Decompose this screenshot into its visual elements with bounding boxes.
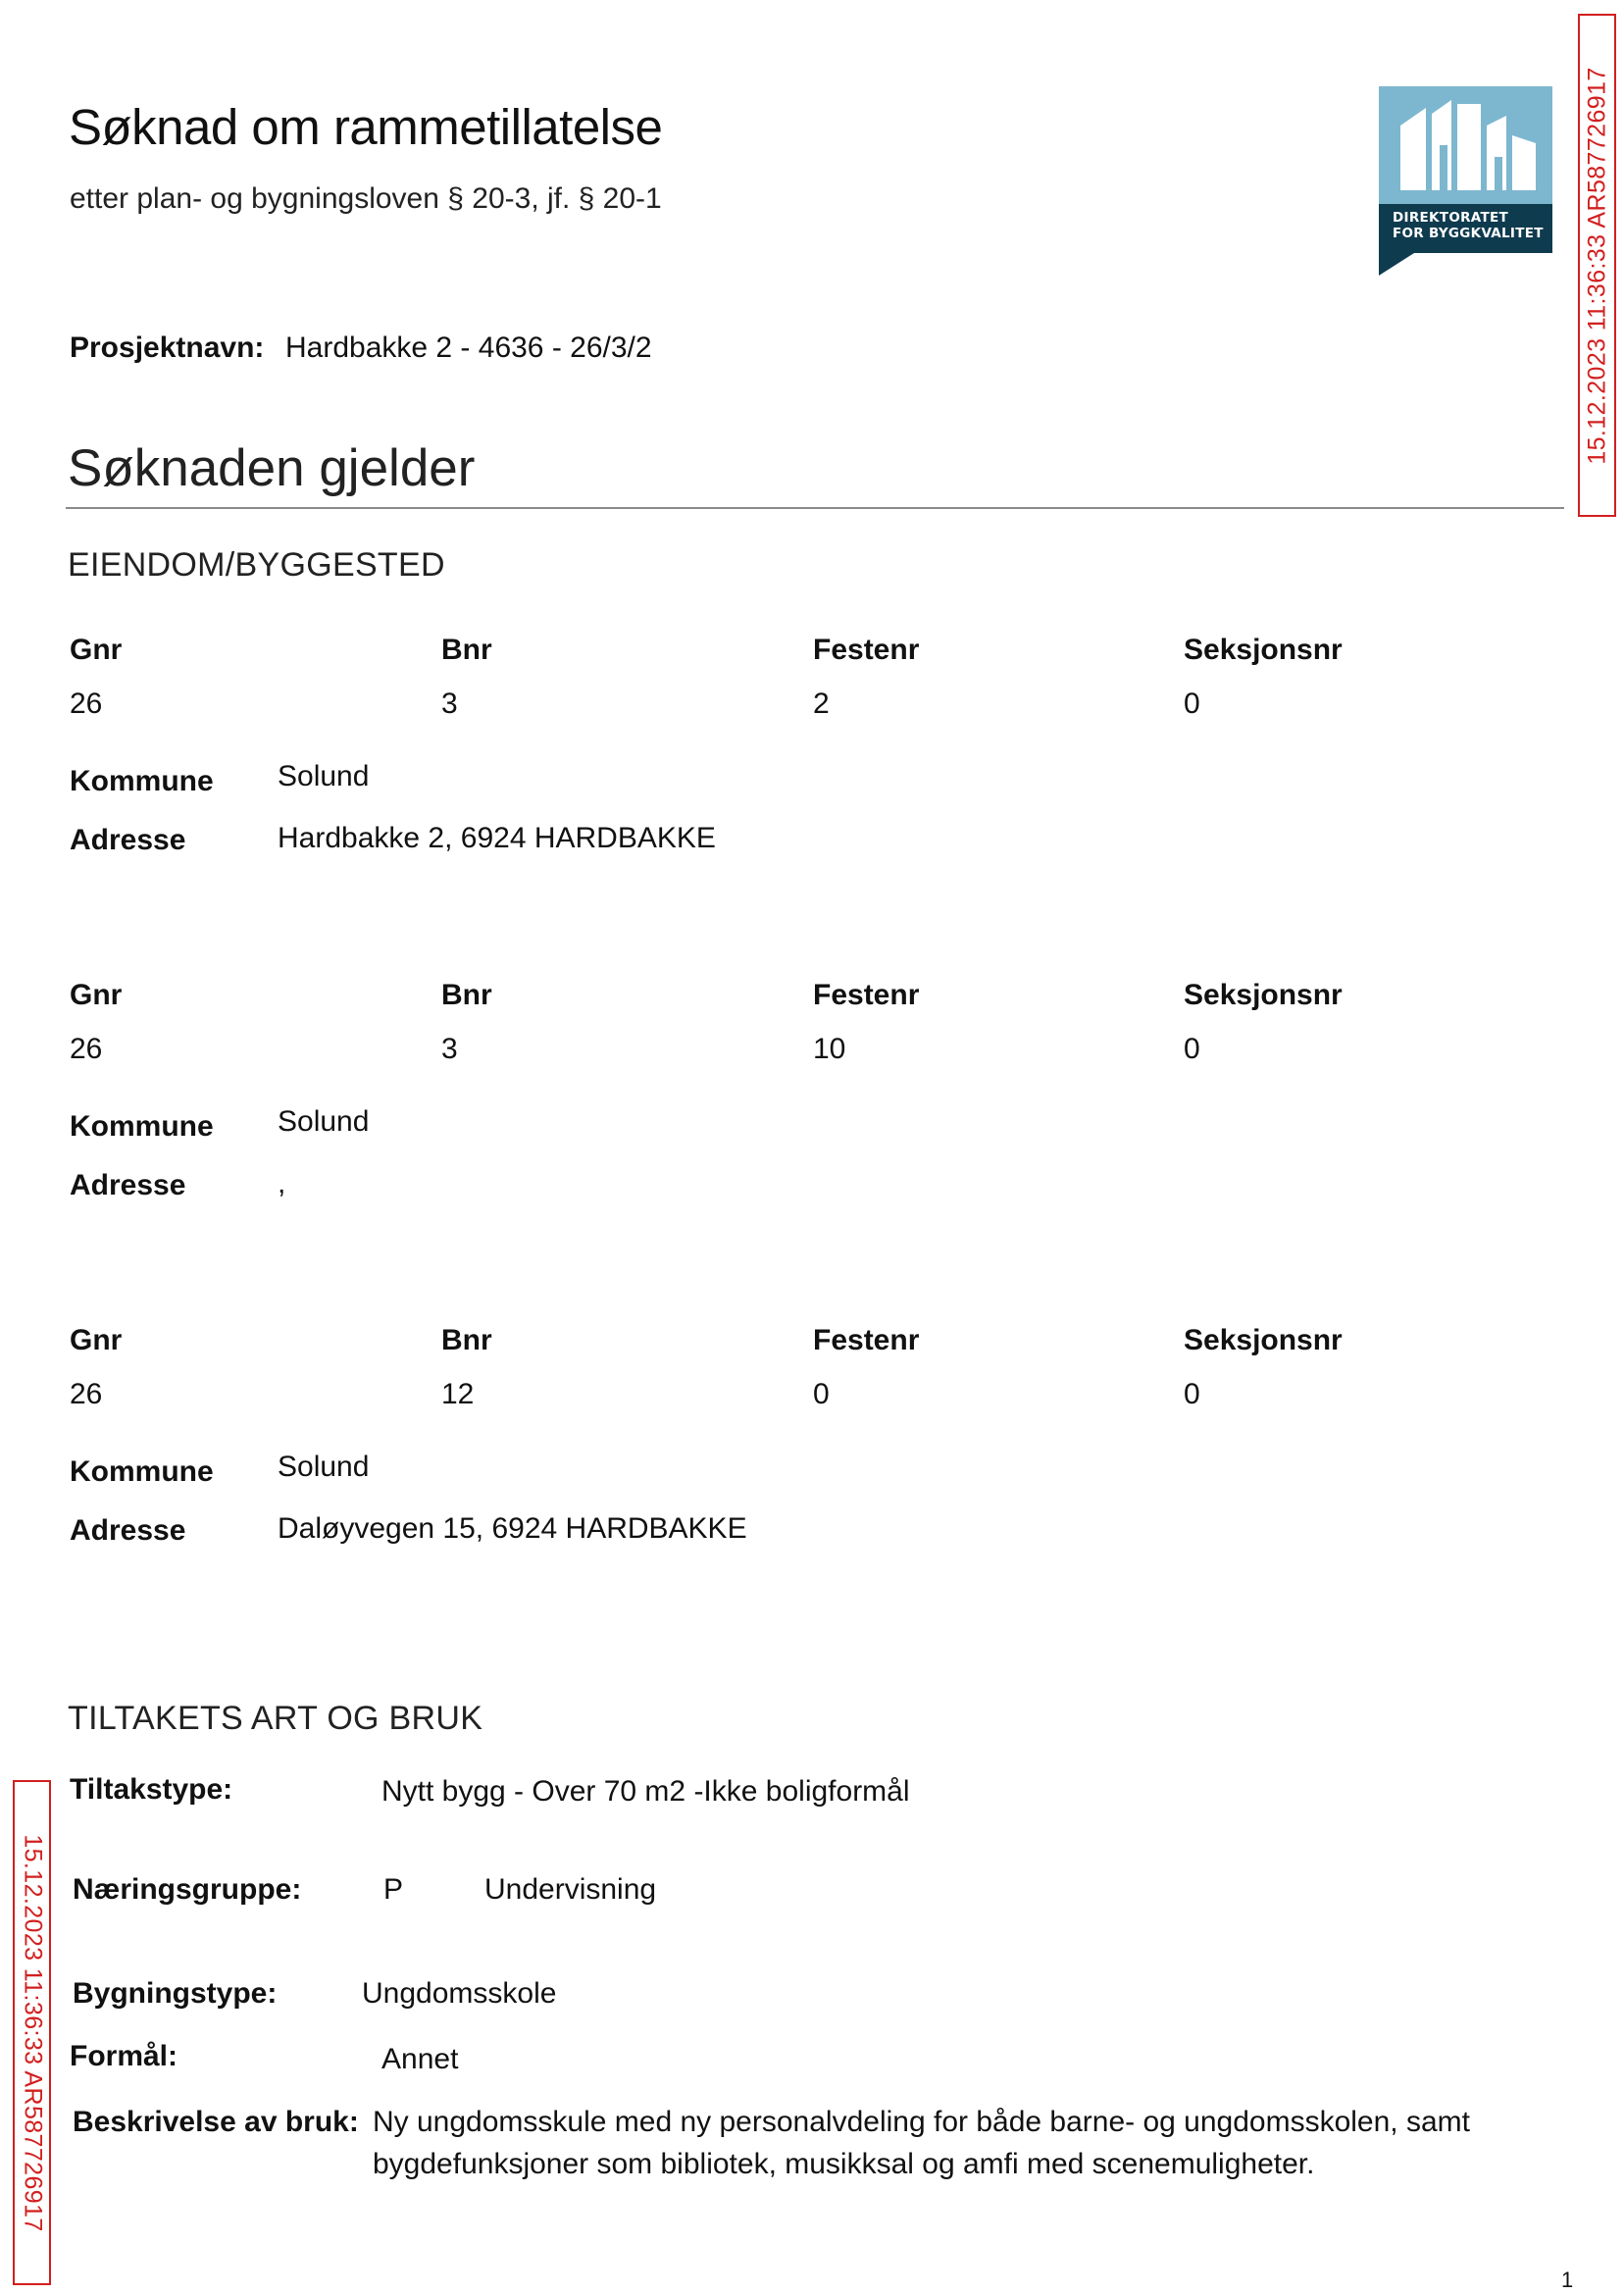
seksjonsnr-label: Seksjonsnr xyxy=(1184,979,1343,1011)
property-heading: EIENDOM/BYGGESTED xyxy=(68,546,445,584)
gnr-label: Gnr xyxy=(70,979,123,1011)
logo-text-line1: DIREKTORATET xyxy=(1393,210,1509,226)
beskrivelse-line-1: Ny ungdomsskule med ny personalvdeling for både barne- og ungdomsskolen, samt xyxy=(373,2106,1470,2138)
festenr-value: 2 xyxy=(813,688,830,720)
gnr-value: 26 xyxy=(70,1033,103,1065)
naeringsgruppe-label: Næringsgruppe: xyxy=(73,1873,302,1906)
kommune-label: Kommune xyxy=(70,1110,214,1143)
formal-value: Annet xyxy=(381,2043,459,2075)
logo-mark xyxy=(1379,86,1552,204)
festenr-label: Festenr xyxy=(813,1324,920,1356)
page-title: Søknad om rammetillatelse xyxy=(69,99,663,155)
seksjonsnr-value: 0 xyxy=(1184,1378,1200,1410)
page-number: 1 xyxy=(1561,2268,1574,2292)
receipt-stamp-right xyxy=(1578,14,1616,517)
adresse-value: , xyxy=(278,1167,286,1199)
festenr-value: 0 xyxy=(813,1378,830,1410)
bnr-label: Bnr xyxy=(441,634,492,666)
bnr-label: Bnr xyxy=(441,979,492,1011)
naeringsgruppe-code: P xyxy=(383,1873,404,1906)
tiltakstype-label: Tiltakstype: xyxy=(70,1773,233,1806)
receipt-stamp-right-text: 15.12.2023 11:36:33 AR587726917 xyxy=(1583,66,1610,465)
section-title: Søknaden gjelder xyxy=(68,439,476,497)
bygningstype-label: Bygningstype: xyxy=(73,1977,278,2010)
logo-text-line2: FOR BYGGKVALITET xyxy=(1393,226,1544,241)
naeringsgruppe-value: Undervisning xyxy=(484,1873,657,1906)
kommune-label: Kommune xyxy=(70,765,214,797)
beskrivelse-line-2: bygdefunksjoner som bibliotek, musikksal og amfi med scenemuligheter. xyxy=(373,2148,1315,2180)
project-value: Hardbakke 2 - 4636 - 26/3/2 xyxy=(285,331,652,364)
adresse-label: Adresse xyxy=(70,1169,186,1201)
beskrivelse-label: Beskrivelse av bruk: xyxy=(73,2106,359,2138)
page-subtitle: etter plan- og bygningsloven § 20-3, jf. § 20-1 xyxy=(70,182,662,215)
seksjonsnr-label: Seksjonsnr xyxy=(1184,634,1343,666)
kommune-value: Solund xyxy=(278,760,370,792)
festenr-value: 10 xyxy=(813,1033,846,1065)
receipt-stamp-left xyxy=(13,1780,51,2285)
gnr-value: 26 xyxy=(70,1378,103,1410)
kommune-value: Solund xyxy=(278,1105,370,1138)
seksjonsnr-value: 0 xyxy=(1184,1033,1200,1065)
formal-label: Formål: xyxy=(70,2040,178,2072)
logo-flag xyxy=(1379,253,1414,276)
receipt-stamp-left-text: 15.12.2023 11:36:33 AR587726917 xyxy=(19,1833,46,2232)
adresse-value: Daløyvegen 15, 6924 HARDBAKKE xyxy=(278,1512,747,1545)
bnr-value: 3 xyxy=(441,1033,458,1065)
kommune-label: Kommune xyxy=(70,1455,214,1488)
bygningstype-value: Ungdomsskole xyxy=(362,1977,557,2010)
festenr-label: Festenr xyxy=(813,979,920,1011)
tiltakstype-value: Nytt bygg - Over 70 m2 -Ikke boligformål xyxy=(381,1775,910,1808)
gnr-label: Gnr xyxy=(70,634,123,666)
section-divider xyxy=(66,507,1564,509)
seksjonsnr-value: 0 xyxy=(1184,688,1200,720)
logo-buildings-icon xyxy=(1379,86,1552,204)
kommune-value: Solund xyxy=(278,1451,370,1483)
tiltak-heading: TILTAKETS ART OG BRUK xyxy=(68,1700,483,1737)
project-label: Prosjektnavn: xyxy=(70,331,265,364)
bnr-value: 3 xyxy=(441,688,458,720)
adresse-label: Adresse xyxy=(70,1514,186,1547)
seksjonsnr-label: Seksjonsnr xyxy=(1184,1324,1343,1356)
adresse-value: Hardbakke 2, 6924 HARDBAKKE xyxy=(278,822,716,854)
adresse-label: Adresse xyxy=(70,824,186,856)
logo-text xyxy=(1393,210,1544,241)
bnr-value: 12 xyxy=(441,1378,475,1410)
gnr-label: Gnr xyxy=(70,1324,123,1356)
dibk-logo xyxy=(1379,86,1552,276)
festenr-label: Festenr xyxy=(813,634,920,666)
gnr-value: 26 xyxy=(70,688,103,720)
bnr-label: Bnr xyxy=(441,1324,492,1356)
